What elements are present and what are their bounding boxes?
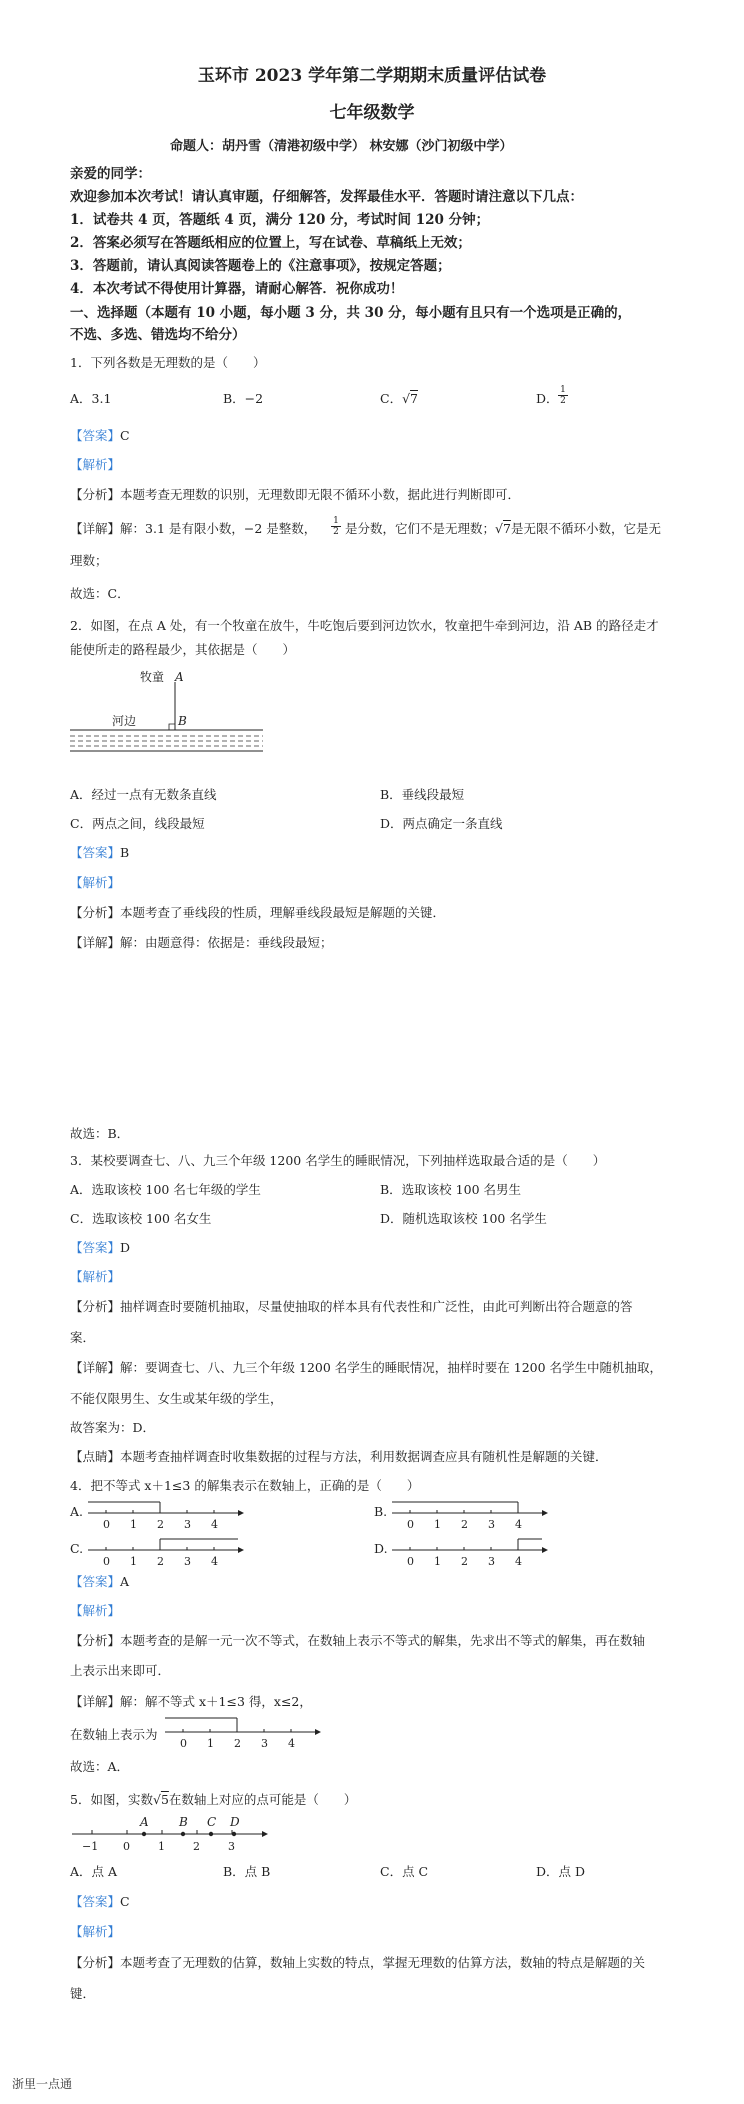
fenxi-tag: 【分析】 (70, 1299, 121, 1314)
tick-label: 2 (157, 1555, 164, 1568)
sqrt-symbol: √ (152, 1792, 161, 1807)
tick-label: 4 (288, 1737, 295, 1750)
q2-figure (68, 665, 268, 775)
tick-label: 3 (228, 1840, 235, 1853)
q5-stem-text-b: 在数轴上对应的点可能是（ ） (168, 1792, 357, 1807)
q1-detail-line2: 理数； (70, 553, 108, 568)
axis-arrow (262, 1831, 268, 1837)
q3-detail-line1 (70, 1360, 662, 1376)
q5-answer (70, 1894, 130, 1910)
q4-option-b-numberline (392, 1498, 552, 1532)
tick-label: 3 (488, 1555, 495, 1568)
figure-label-river: 河边 (112, 714, 137, 728)
q3-option-d: D．随机选取该校 100 名学生 (380, 1211, 547, 1226)
q1-option-d: D． (536, 391, 559, 406)
figure-label-herdsman: 牧童 (140, 670, 165, 684)
q4-option-a-label: A. (70, 1504, 84, 1519)
q2-option-c: C．两点之间，线段最短 (70, 816, 205, 831)
q3-answer (70, 1240, 130, 1256)
footer-watermark: 浙里一点通 (12, 2077, 73, 2091)
q3-option-b: B．选取该校 100 名男生 (380, 1182, 521, 1197)
q1-detail-numerator: 1 (331, 516, 341, 527)
q1-detail-text-c: 是无限不循环小数，它是无 (510, 521, 661, 536)
q4-fenxi-line1 (70, 1633, 645, 1649)
q3-fenxi-line2: 案． (70, 1330, 96, 1345)
q2-option-d: D．两点确定一条直线 (380, 816, 503, 831)
exam-subtitle: 七年级数学 (329, 103, 415, 123)
point-a-dot (142, 1832, 146, 1836)
q1-detail (70, 521, 316, 537)
q4-option-a-numberline (88, 1498, 248, 1532)
point-c-dot (209, 1832, 213, 1836)
q1-answer (70, 428, 130, 444)
point-d-dot (232, 1832, 236, 1836)
tick-label: 0 (180, 1737, 187, 1750)
tick-label: 1 (130, 1555, 137, 1568)
q1-analysis-tag: 【解析】 (70, 457, 121, 472)
sqrt-symbol: √ (495, 521, 503, 536)
q1-answer-value: C (120, 428, 130, 443)
detail-tag: 【详解】 (70, 935, 121, 950)
q5-numberline (70, 1812, 280, 1854)
tick-label: 2 (157, 1518, 164, 1531)
q3-review-text: 本题考查抽样调查时收集数据的过程与方法，利用数据调查应具有随机性是解题的关键． (120, 1449, 608, 1464)
q4-option-c-numberline (88, 1535, 248, 1569)
axis-arrow (542, 1547, 548, 1553)
tick-label: 3 (184, 1555, 191, 1568)
q5-option-c: C．点 C (380, 1864, 429, 1879)
q2-conclusion: 故选：B． (70, 1126, 130, 1141)
answer-tag: 【答案】 (70, 1574, 121, 1589)
q5-fenxi-text: 本题考查了无理数的估算，数轴上实数的特点，掌握无理数的估算方法，数轴的特点是解题的关 (120, 1955, 646, 1970)
q1-option-d-numerator: 1 (558, 385, 568, 396)
tick-label: 2 (234, 1737, 241, 1750)
tick-label: 1 (434, 1518, 441, 1531)
q4-fenxi-line2: 上表示出来即可． (70, 1663, 171, 1678)
section-heading-cont: 不选、多选、错选均不给分） (70, 327, 246, 343)
q1-option-d-fraction (558, 385, 568, 406)
tick-label: 4 (211, 1518, 218, 1531)
q1-fenxi-text: 本题考查无理数的识别，无理数即无限不循环小数，据此进行判断即可． (120, 487, 521, 502)
axis-arrow (315, 1729, 321, 1735)
q1-fenxi (70, 487, 520, 503)
detail-tag: 【详解】 (70, 521, 121, 536)
q2-stem-line1: 2．如图，在点 A 处，有一个牧童在放牛，牛吃饱后要到河边饮水，牧童把牛牵到河边，沿 AB 的路径走才 (70, 618, 659, 633)
review-tag: 【点睛】 (70, 1449, 121, 1464)
q4-option-c-label: C. (70, 1541, 84, 1556)
q2-answer-value: B (120, 845, 130, 860)
exam-authors: 命题人：胡丹雪（清港初级中学） 林安娜（沙门初级中学） (170, 139, 513, 154)
instruction-4: 4．本次考试不得使用计算器，请耐心解答．祝你成功！ (70, 281, 404, 297)
exam-title: 玉环市 2023 学年第二学期期末质量评估试卷 (197, 66, 547, 86)
answer-tag: 【答案】 (70, 1894, 121, 1909)
figure-label-a: A (175, 670, 184, 684)
q3-review (70, 1449, 608, 1465)
point-a-label: A (140, 1815, 149, 1829)
q4-solution-numberline (165, 1714, 325, 1750)
tick-label: 0 (123, 1840, 130, 1853)
q1-detail-text-b: 是分数，它们不是无理数； (345, 521, 496, 536)
tick-label: 4 (515, 1555, 522, 1568)
q3-fenxi-text: 抽样调查时要随机抽取，尽量使抽取的样本具有代表性和广泛性，由此可判断出符合题意的答 (120, 1299, 633, 1314)
q1-conclusion: 故选：C． (70, 586, 130, 601)
answer-tag: 【答案】 (70, 1240, 121, 1255)
sqrt-symbol: √ (402, 391, 411, 406)
q2-detail (70, 935, 333, 951)
q4-numberline-label: 在数轴上表示为 (70, 1727, 158, 1742)
q4-fenxi-text: 本题考查的是解一元一次不等式，在数轴上表示不等式的解集，先求出不等式的解集，再在数轴 (120, 1633, 646, 1648)
tick-label: −1 (82, 1840, 99, 1853)
q4-answer-value: A (120, 1574, 130, 1589)
q2-answer (70, 845, 129, 861)
q1-stem: 1．下列各数是无理数的是（ ） (70, 355, 266, 370)
q5-option-d: D．点 D (536, 1864, 586, 1879)
q3-option-c: C．选取该校 100 名女生 (70, 1211, 212, 1226)
section-heading: 一、选择题（本题有 10 小题，每小题 3 分，共 30 分，每小题有且只有一个选项是正确的， (70, 305, 632, 321)
fenxi-tag: 【分析】 (70, 487, 121, 502)
q5-fenxi-line1 (70, 1955, 645, 1971)
tick-label: 3 (488, 1518, 495, 1531)
q5-fenxi-line2: 键． (70, 1986, 96, 2001)
q2-fenxi (70, 905, 445, 921)
tick-label: 1 (158, 1840, 165, 1853)
q4-answer (70, 1574, 129, 1590)
tick-label: 3 (261, 1737, 268, 1750)
q4-option-d-numberline (392, 1535, 552, 1569)
q2-stem-line2: 能使所走的路程最少，其依据是（ ） (70, 642, 296, 657)
instruction-3: 3．答题前，请认真阅读答题卷上的《注意事项》，按规定答题； (70, 258, 451, 274)
q2-analysis-tag: 【解析】 (70, 875, 121, 890)
q4-conclusion: 故选：A． (70, 1759, 130, 1774)
axis-arrow (238, 1510, 244, 1516)
q5-option-b: B．点 B (223, 1864, 271, 1879)
q5-option-a: A．点 A (70, 1864, 118, 1879)
tick-label: 0 (407, 1555, 414, 1568)
q5-stem-radicand: 5 (160, 1792, 169, 1807)
instruction-2: 2．答案必须写在答题纸相应的位置上，写在试卷、草稿纸上无效； (70, 235, 471, 251)
q3-conclusion: 故答案为：D． (70, 1420, 156, 1435)
q5-stem-text-a: 5．如图，实数 (70, 1792, 153, 1807)
tick-label: 4 (211, 1555, 218, 1568)
point-d-label: D (230, 1815, 240, 1829)
tick-label: 2 (461, 1518, 468, 1531)
q2-fenxi-text: 本题考查了垂线段的性质，理解垂线段最短是解题的关键． (120, 905, 446, 920)
q1-option-b: B．−2 (223, 391, 264, 406)
q4-stem: 4．把不等式 x＋1≤3 的解集表示在数轴上，正确的是（ ） (70, 1478, 420, 1493)
q3-option-a: A．选取该校 100 名七年级的学生 (70, 1182, 261, 1197)
q3-stem: 3．某校要调查七、八、九三个年级 1200 名学生的睡眠情况，下列抽样选取最合适的是（ ） (70, 1153, 606, 1168)
q4-analysis-tag: 【解析】 (70, 1603, 121, 1618)
q3-analysis-tag: 【解析】 (70, 1269, 121, 1284)
q1-detail-text-a: 解：3.1 是有限小数，−2 是整数， (120, 521, 317, 536)
q4-option-d-label: D. (374, 1541, 388, 1556)
q1-option-c (380, 391, 418, 407)
tick-label: 0 (103, 1555, 110, 1568)
tick-label: 0 (103, 1518, 110, 1531)
tick-label: 4 (515, 1518, 522, 1531)
q2-option-b: B．垂线段最短 (380, 787, 465, 802)
tick-label: 1 (207, 1737, 214, 1750)
axis-arrow (238, 1547, 244, 1553)
q4-detail (70, 1694, 312, 1710)
instruction-1: 1．试卷共 4 页，答题纸 4 页，满分 120 分，考试时间 120 分钟； (70, 212, 490, 228)
point-c-label: C (207, 1815, 217, 1829)
q3-answer-value: D (120, 1240, 131, 1255)
q3-fenxi-line1 (70, 1299, 633, 1315)
q4-option-b-label: B. (374, 1504, 388, 1519)
q1-option-a: A．3.1 (70, 391, 112, 406)
axis-arrow (542, 1510, 548, 1516)
q3-detail-line2: 不能仅限男生、女生或某年级的学生， (70, 1391, 283, 1406)
q1-option-c-radicand: 7 (410, 391, 418, 406)
fenxi-tag: 【分析】 (70, 1955, 121, 1970)
q1-detail-b (345, 521, 661, 537)
q1-detail-fraction (331, 516, 341, 537)
tick-label: 3 (184, 1518, 191, 1531)
answer-tag: 【答案】 (70, 428, 121, 443)
q4-detail-text: 解：解不等式 x＋1≤3 得，x≤2， (120, 1694, 312, 1709)
q5-analysis-tag: 【解析】 (70, 1924, 121, 1939)
q1-option-c-label: C． (380, 391, 403, 406)
tick-label: 2 (461, 1555, 468, 1568)
q1-option-d-denominator: 2 (560, 396, 566, 406)
tick-label: 1 (434, 1555, 441, 1568)
greeting: 亲爱的同学： (70, 166, 151, 182)
welcome-text: 欢迎参加本次考试！请认真审题，仔细解答，发挥最佳水平．答题时请注意以下几点： (70, 189, 583, 205)
q5-answer-value: C (120, 1894, 130, 1909)
tick-label: 1 (130, 1518, 137, 1531)
point-b-dot (181, 1832, 185, 1836)
detail-tag: 【详解】 (70, 1694, 121, 1709)
tick-label: 0 (407, 1518, 414, 1531)
point-b-label: B (179, 1815, 188, 1829)
figure-label-b: B (178, 714, 187, 728)
q1-detail-denominator: 2 (333, 527, 339, 537)
fenxi-tag: 【分析】 (70, 1633, 121, 1648)
q1-detail-radicand: 7 (502, 521, 511, 536)
answer-tag: 【答案】 (70, 845, 121, 860)
q2-detail-text: 解：由题意得：依据是：垂线段最短； (120, 935, 333, 950)
q3-detail-text: 解：要调查七、八、九三个年级 1200 名学生的睡眠情况，抽样时要在 1200 名学生中随机抽取， (120, 1360, 663, 1375)
tick-label: 2 (193, 1840, 200, 1853)
right-angle-marker (169, 724, 175, 730)
fenxi-tag: 【分析】 (70, 905, 121, 920)
q5-stem (70, 1792, 356, 1808)
q2-option-a: A．经过一点有无数条直线 (70, 787, 217, 802)
detail-tag: 【详解】 (70, 1360, 121, 1375)
